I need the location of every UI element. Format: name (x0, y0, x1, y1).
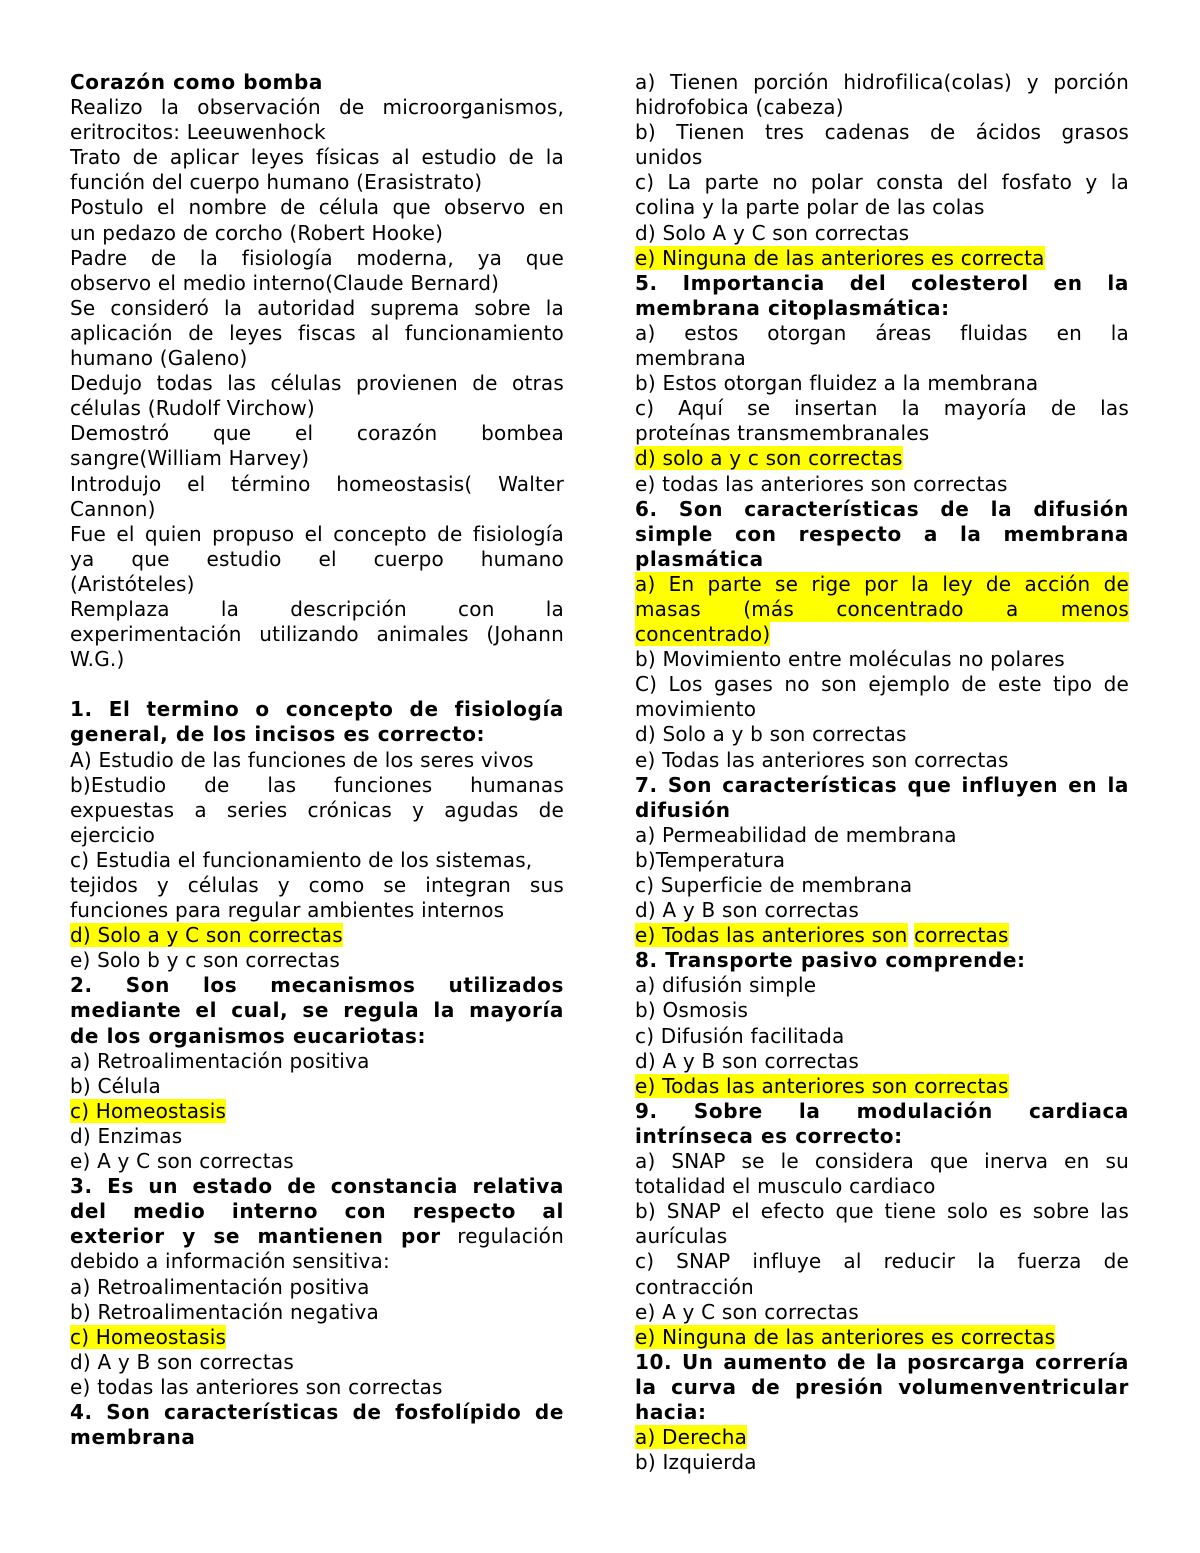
question-3-text (70, 1224, 564, 1249)
intro-line: aplicación de leyes fiscas al funcionamiento (70, 320, 564, 345)
q10-option-b: b) Izquierda (635, 1450, 757, 1475)
intro-line: Fue el quien propuso el concepto de fisiología (70, 521, 564, 546)
q2-option-c (70, 1099, 564, 1124)
highlighted-answer: e) Ninguna de las anteriores es correctas (635, 1324, 1056, 1349)
question-2-text: mediante el cual, se regula la mayoría (70, 998, 564, 1023)
spacer (70, 672, 564, 697)
q6-option-c: C) Los gases no son ejemplo de este tipo de (635, 672, 1129, 697)
question-1-text: general, de los incisos es correcto: (70, 722, 486, 747)
right-column (635, 70, 1129, 1475)
q7-option-b: b)Temperatura (635, 847, 786, 872)
q3-option-c (70, 1325, 564, 1350)
highlighted-answer: e) Todas las anteriores son (635, 923, 908, 948)
question-5-text: membrana citoplasmática: (635, 295, 950, 320)
q6-option-e: e) Todas las anteriores son correctas (635, 747, 1009, 772)
question-10-text: hacia: (635, 1399, 707, 1424)
question-1-text: 1. El termino o concepto de fisiología (70, 697, 564, 722)
intro-line: eritrocitos: Leeuwenhock (70, 120, 326, 145)
q6-option-c: movimiento (635, 697, 757, 722)
intro-line: experimentación utilizando animales (Johann (70, 622, 564, 647)
intro-line: Demostró que el corazón bombea (70, 421, 564, 446)
q6-option-a: a) En parte se rige por la ley de acción de (635, 571, 1129, 596)
question-3-text: del medio interno con respecto al (70, 1199, 564, 1224)
question-3-normal-part: regulación (440, 1224, 564, 1249)
q9-option-c: c) SNAP influye al reducir la fuerza de (635, 1249, 1129, 1274)
intro-line: (Aristóteles) (70, 571, 195, 596)
q3-option-a: a) Retroalimentación positiva (70, 1274, 370, 1299)
q2-option-b: b) Célula (70, 1073, 161, 1098)
q1-option-b: b)Estudio de las funciones humanas (70, 772, 564, 797)
q9-option-c: contracción (635, 1274, 754, 1299)
question-9-text: intrínseca es correcto: (635, 1123, 903, 1148)
q9-option-e: e) A y C son correctas (635, 1299, 859, 1324)
q10-option-a (635, 1425, 1129, 1450)
q1-option-d (70, 923, 564, 948)
highlighted-answer: correctas (914, 923, 1009, 948)
question-4-text: membrana (70, 1425, 196, 1450)
q5-option-e: e) todas las anteriores son correctas (635, 471, 1008, 496)
highlighted-answer: a) Derecha (635, 1425, 748, 1450)
intro-line: Dedujo todas las células provienen de otras (70, 371, 564, 396)
q2-option-a: a) Retroalimentación positiva (70, 1048, 370, 1073)
intro-line: Realizo la observación de microorganismos, (70, 95, 564, 120)
q1-option-b: ejercicio (70, 822, 156, 847)
q2-option-d: d) Enzimas (70, 1123, 183, 1148)
intro-line: Cannon) (70, 496, 156, 521)
q6-option-a (635, 622, 1129, 647)
q9-option-e (635, 1325, 1129, 1350)
q5-option-c: c) Aquí se insertan la mayoría de las (635, 396, 1129, 421)
highlighted-answer: e) Todas las anteriores son correctas (635, 1073, 1009, 1098)
q4-option-d: d) Solo A y C son correctas (635, 220, 910, 245)
intro-line: humano (Galeno) (70, 346, 248, 371)
q2-option-e: e) A y C son correctas (70, 1149, 294, 1174)
q8-option-a: a) difusión simple (635, 973, 817, 998)
question-3-text: 3. Es un estado de constancia relativa (70, 1174, 564, 1199)
intro-line: observo el medio interno(Claude Bernard) (70, 270, 500, 295)
question-3-text: debido a información sensitiva: (70, 1249, 390, 1274)
question-10-text: 10. Un aumento de la posrcarga correría (635, 1349, 1129, 1374)
intro-line: Se consideró la autoridad suprema sobre la (70, 295, 564, 320)
highlighted-answer: e) Ninguna de las anteriores es correcta (635, 245, 1045, 270)
q4-option-a: a) Tienen porción hidrofilica(colas) y porción (635, 70, 1129, 94)
intro-line: Postulo el nombre de célula que observo en (70, 195, 564, 220)
q1-option-c: tejidos y células y como se integran sus (70, 873, 564, 897)
q8-option-e (635, 1074, 1129, 1099)
question-10-text: la curva de presión volumenventricular (635, 1374, 1129, 1399)
question-7-text: difusión (635, 797, 731, 822)
question-6-text: plasmática (635, 546, 764, 571)
intro-line: Remplaza la descripción con la (70, 596, 564, 621)
q7-option-d: d) A y B son correctas (635, 898, 859, 923)
intro-line: Introdujo el término homeostasis( Walter (70, 471, 564, 496)
q8-option-d: d) A y B son correctas (635, 1048, 859, 1073)
question-3-bold-part: exterior y se mantienen por (70, 1224, 441, 1249)
highlighted-answer: d) Solo a y C son correctas (70, 923, 343, 948)
q6-option-d: d) Solo a y b son correctas (635, 722, 907, 747)
intro-line: sangre(William Harvey) (70, 446, 310, 471)
q8-option-b: b) Osmosis (635, 998, 749, 1023)
q3-option-d: d) A y B son correctas (70, 1349, 294, 1374)
q4-option-b: b) Tienen tres cadenas de ácidos grasos (635, 120, 1129, 145)
highlighted-answer: c) Homeostasis (70, 1324, 227, 1349)
q1-option-b: expuestas a series crónicas y agudas de (70, 797, 564, 822)
question-9-text: 9. Sobre la modulación cardiaca (635, 1098, 1129, 1123)
q5-option-b: b) Estos otorgan fluidez a la membrana (635, 371, 1039, 396)
q5-option-d (635, 446, 1129, 471)
highlighted-answer: d) solo a y c son correctas (635, 446, 903, 471)
q5-option-a: membrana (635, 346, 746, 371)
intro-line: ya que estudio el cuerpo humano (70, 546, 564, 571)
q4-option-e (635, 246, 1129, 271)
q9-option-a: totalidad el musculo cardiaco (635, 1174, 936, 1199)
q6-option-a: masas (más concentrado a menos (635, 596, 1129, 621)
q5-option-a: a) estos otorgan áreas fluidas en la (635, 320, 1129, 345)
highlighted-answer: c) Homeostasis (70, 1098, 227, 1123)
question-2-text: 2. Son los mecanismos utilizados (70, 973, 564, 998)
question-6-text: 6. Son características de la difusión (635, 496, 1129, 521)
question-4-text: 4. Son características de fosfolípido de (70, 1399, 564, 1424)
q9-option-b: b) SNAP el efecto que tiene solo es sobre las (635, 1199, 1129, 1224)
q1-option-a: A) Estudio de las funciones de los seres vivos (70, 747, 534, 772)
q1-option-c: funciones para regular ambientes internos (70, 898, 505, 923)
intro-line: un pedazo de corcho (Robert Hooke) (70, 220, 444, 245)
q5-option-c: proteínas transmembranales (635, 421, 930, 446)
q4-option-b: unidos (635, 145, 703, 170)
highlighted-answer: concentrado) (635, 622, 771, 647)
q1-option-e: e) Solo b y c son correctas (70, 948, 340, 973)
q9-option-b: aurículas (635, 1224, 728, 1249)
intro-title: Corazón como bomba (70, 70, 324, 94)
q4-option-c: c) La parte no polar consta del fosfato y la (635, 170, 1129, 195)
q9-option-a: a) SNAP se le considera que inerva en su (635, 1149, 1129, 1174)
question-7-text: 7. Son características que influyen en la (635, 772, 1129, 797)
question-6-text: simple con respecto a la membrana (635, 521, 1129, 546)
q4-option-a: hidrofobica (cabeza) (635, 95, 844, 120)
intro-line: células (Rudolf Virchow) (70, 396, 315, 421)
intro-line: Padre de la fisiología moderna, ya que (70, 245, 564, 270)
left-column (70, 70, 564, 1450)
q4-option-c: colina y la parte polar de las colas (635, 195, 985, 220)
q1-option-c: c) Estudia el funcionamiento de los sistemas, (70, 847, 533, 872)
q7-option-e (635, 923, 1129, 948)
question-8-text: 8. Transporte pasivo comprende: (635, 948, 1026, 973)
intro-line: W.G.) (70, 647, 125, 672)
intro-line: Trato de aplicar leyes físicas al estudio de la (70, 145, 564, 170)
q8-option-c: c) Difusión facilitada (635, 1023, 845, 1048)
q3-option-e: e) todas las anteriores son correctas (70, 1374, 443, 1399)
question-5-text: 5. Importancia del colesterol en la (635, 270, 1129, 295)
question-2-text: de los organismos eucariotas: (70, 1023, 427, 1048)
q3-option-b: b) Retroalimentación negativa (70, 1299, 379, 1324)
intro-line: función del cuerpo humano (Erasistrato) (70, 170, 483, 195)
q7-option-a: a) Permeabilidad de membrana (635, 822, 957, 847)
q7-option-c: c) Superficie de membrana (635, 873, 913, 897)
q6-option-b: b) Movimiento entre moléculas no polares (635, 647, 1065, 672)
